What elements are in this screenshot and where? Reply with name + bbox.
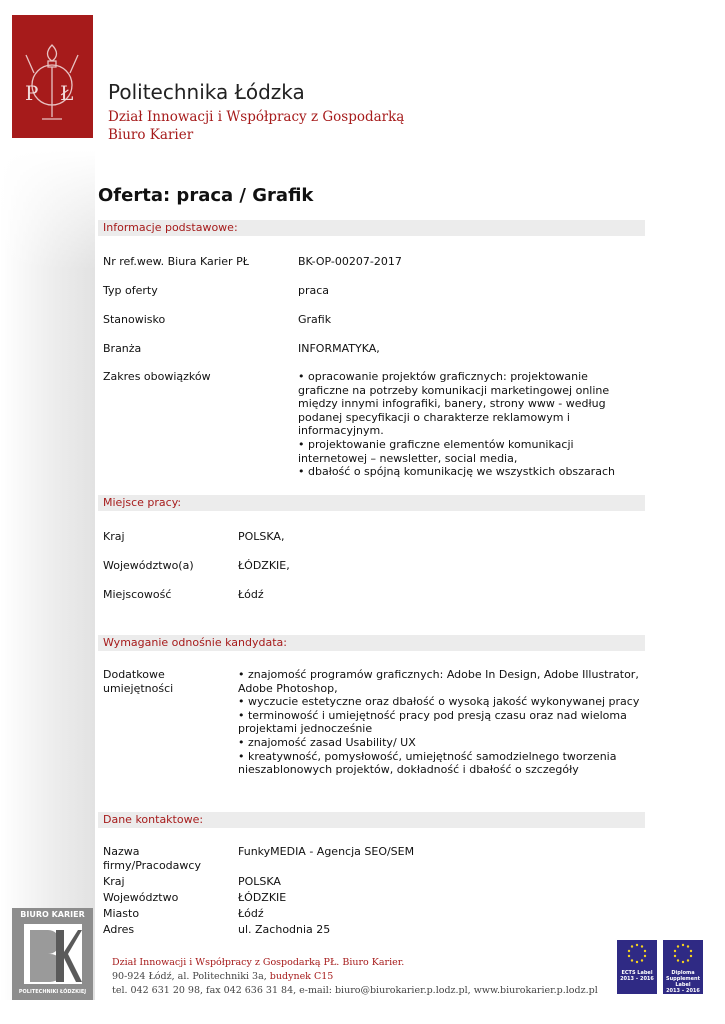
department-name: Dział Innowacji i Współpracy z Gospodarką xyxy=(108,109,405,125)
row-label: Nr ref.wew. Biura Karier PŁ xyxy=(103,255,249,268)
ects-label-years: 2013 – 2016 xyxy=(620,976,654,982)
row-label: Zakres obowiązków xyxy=(103,370,211,383)
row-value: FunkyMEDIA - Agencja SEO/SEM xyxy=(238,845,415,858)
torch-emblem-icon xyxy=(12,15,93,138)
section-header-basic: Informacje podstawowe: xyxy=(98,220,645,236)
row-value: Łódź xyxy=(238,588,264,601)
career-office-logo xyxy=(12,908,93,1000)
row-value: POLSKA xyxy=(238,875,281,888)
row-value: BK-OP-00207-2017 xyxy=(298,255,402,268)
ects-label-title: ECTS Label xyxy=(621,970,653,976)
eu-stars-icon xyxy=(617,940,657,970)
university-logo xyxy=(12,15,93,138)
row-value: Grafik xyxy=(298,313,332,326)
section-header-requirements: Wymaganie odnośnie kandydata: xyxy=(98,635,645,651)
footer-address-line xyxy=(112,971,333,982)
ects-label-text xyxy=(617,970,657,982)
row-label: Miasto xyxy=(103,907,140,920)
row-value: ul. Zachodnia 25 xyxy=(238,923,331,936)
bk-logo-top-text: BIURO KARIER xyxy=(20,910,85,919)
row-label: Województwo(a) xyxy=(103,559,194,572)
row-value: praca xyxy=(298,284,330,297)
row-label: Kraj xyxy=(103,530,125,543)
bk-monogram-icon xyxy=(22,922,84,986)
ds-label-years: 2013 – 2016 xyxy=(666,988,700,994)
row-label: Miejscowość xyxy=(103,588,172,601)
row-label: Dodatkowe umiejętności xyxy=(103,668,174,695)
footer-contact-line: tel. 042 631 20 98, fax 042 636 31 84, e-mail: biuro@biurokarier.p.lodz.pl, www.biurokarier.p.lodz.pl xyxy=(112,985,598,996)
row-value: ŁÓDZKIE xyxy=(238,891,287,904)
row-value: POLSKA, xyxy=(238,530,285,543)
row-label: Nazwa firmy/Pracodawcy xyxy=(103,845,201,872)
offer-title: Oferta: praca / Grafik xyxy=(98,185,314,206)
ds-label-title: Diploma Supplement Label xyxy=(666,970,700,988)
row-label: Adres xyxy=(103,923,135,936)
eu-stars-icon xyxy=(663,940,703,970)
university-name: Politechnika Łódzka xyxy=(108,80,305,104)
diploma-supplement-text xyxy=(663,970,703,994)
row-value: ŁÓDZKIE, xyxy=(238,559,290,572)
bk-logo-bottom-text: POLITECHNIKI ŁÓDZKIEJ xyxy=(18,989,87,995)
svg-text:Ł: Ł xyxy=(60,81,74,105)
diploma-supplement-badge xyxy=(663,940,703,994)
row-label: Branża xyxy=(103,342,142,355)
section-header-contact: Dane kontaktowe: xyxy=(98,812,645,828)
left-band-fade xyxy=(0,150,95,270)
row-value: Łódź xyxy=(238,907,264,920)
section-header-workplace: Miejsce pracy: xyxy=(98,495,645,511)
footer-building: budynek C15 xyxy=(269,971,334,982)
row-value-skills: • znajomość programów graficznych: Adobe In Design, Adobe Illustrator, Adobe Photoshop, • wyczucie estetyczne oraz dbałość o wysoką jakość wykonywanej pracy • terminowość i umiejętność pracy pod presją czasu oraz nad wieloma projektami jednocześnie • znajomość zasad Usability/ UX • kreatywność, pomysłowość, umiejętność samodzielnego tworzenia nieszablonowych projektów, dokładność i dbałość o szczegóły xyxy=(238,668,640,777)
left-decorative-band xyxy=(0,150,95,1000)
office-name: Biuro Karier xyxy=(108,127,194,143)
row-value: INFORMATYKA, xyxy=(298,342,380,355)
ects-label-badge xyxy=(617,940,657,994)
footer-address: 90-924 Łódź, al. Politechniki 3a, xyxy=(112,971,270,982)
svg-text:P: P xyxy=(25,81,39,105)
row-label: Stanowisko xyxy=(103,313,166,326)
row-value-responsibilities: • opracowanie projektów graficznych: projektowanie graficzne na potrzeby komunikacji marketingowej online między innymi infografiki, banery, strony www - według podanej specyfikacji o charakterze reklamowym i informacyjnym. • projektowanie graficzne elementów komunikacji internetowej – newsletter, social media, • dbałość o spójną komunikację we wszystkich obszarach xyxy=(298,370,615,479)
row-label: Województwo xyxy=(103,891,179,904)
row-label: Kraj xyxy=(103,875,125,888)
row-label: Typ oferty xyxy=(103,284,158,297)
footer-department-line: Dział Innowacji i Współpracy z Gospodarką PŁ. Biuro Karier. xyxy=(112,957,405,968)
